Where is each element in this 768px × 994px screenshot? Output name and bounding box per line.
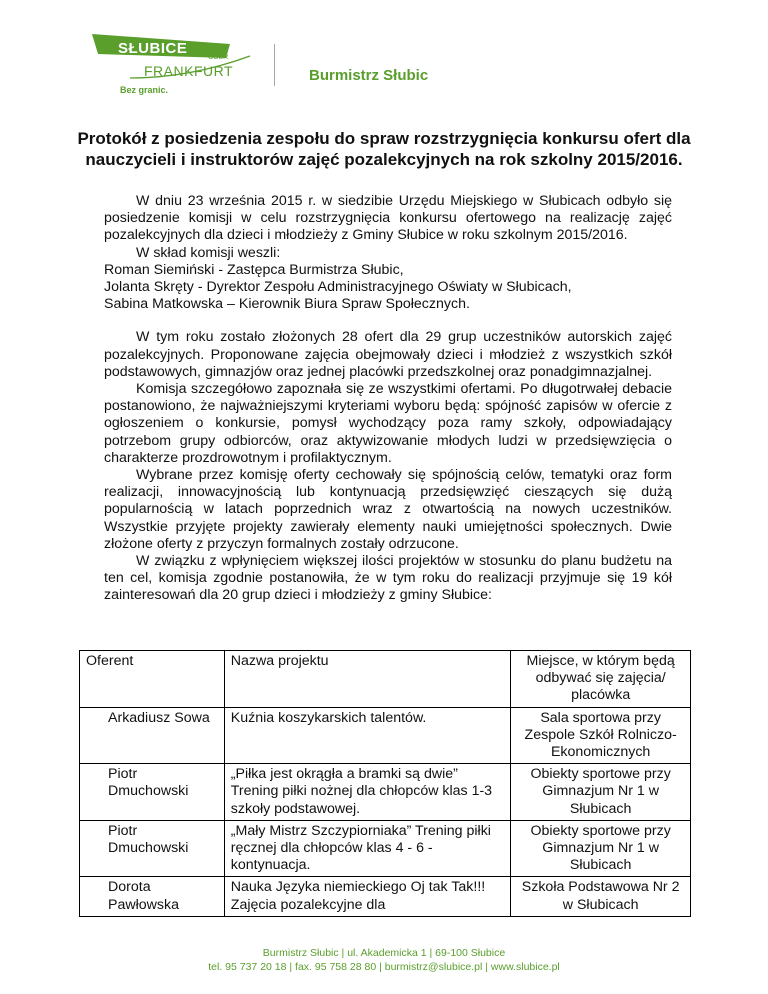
table-row (80, 877, 691, 916)
document-title: Protokół z posiedzenia zespołu do spraw rozstrzygnięcia konkursu ofert dla nauczycieli i instruktorów zajęć pozalekcyjnych na rok szkolny 2015/2016. (77, 129, 691, 169)
body-paragraph: Komisja szczegółowo zapoznała się ze wszystkimi ofertami. Po długotrwałej debacie postanowiono, że najważniejszymi kryteriami wyboru będą: spójność zapisów w ofercie z ogłoszeniem o konkursie, pomysł wychodzący poza ramy szkoły, odpowiadający potrzebom grupy odbiorców, oraz aktywizowanie młodych ludzi w przedsięwzięcia o charakterze prozdrowotnym i profilaktycznym. (104, 381, 672, 466)
projects-table (79, 650, 691, 917)
table-header-row (80, 651, 691, 708)
offerer-cell: Dorota Pawłowska (108, 879, 179, 913)
table-row (80, 820, 691, 877)
offerer-cell: Arkadiusz Sowa (108, 709, 210, 726)
committee-heading: W skład komisji weszli: (136, 244, 281, 261)
body-paragraph: Wybrane przez komisję oferty cechowały się spójnością celów, tematyki oraz form realizacji, innowacyjnością lub kontynuacją przedsięwzięć cieszących się dużą popularnością w latach poprzednich wraz z otwartością na nowych uczestników. Wszystkie przyjęte projekty zawierały elementy nauki umiejętności społecznych. Dwie złożone oferty z przyczyn formalnych zostały odrzucone. (104, 467, 672, 552)
logo-frankfurt-text: FRANKFURT (144, 63, 234, 79)
project-cell: „Piłka jest okrągła a bramki są dwie” Trening piłki nożnej dla chłopców klas 1-3 szkoły podstawowej. (224, 764, 511, 821)
letterhead (0, 0, 768, 110)
offerer-cell: Piotr Dmuchowski (108, 822, 189, 857)
header-cell-location: Miejsce, w którym będą odbywać się zajęcia/ placówka (511, 651, 691, 708)
project-cell: „Mały Mistrz Szczypiorniaka” Trening piłki ręcznej dla chłopców klas 4 - 6 - kontynuacja. (224, 820, 511, 877)
slubice-logo (90, 30, 260, 100)
offerer-cell: Piotr Dmuchowski (108, 766, 189, 800)
location-cell: Szkoła Podstawowa Nr 2 w Słubicach (511, 877, 691, 916)
intro-paragraph: W dniu 23 września 2015 r. w siedzibie Urzędu Miejskiego w Słubicach odbyło się posiedzenie komisji w celu rozstrzygnięcia konkursu ofertowego na realizację zajęć pozalekcyjnych dla dzieci i młodzieży z Gminy Słubice w roku szkolnym 2015/2016. (104, 193, 672, 244)
location-cell: Obiekty sportowe przy Gimnazjum Nr 1 w Słubicach (511, 820, 691, 877)
document-body (104, 193, 672, 605)
header-cell-project: Nazwa projektu (224, 651, 511, 708)
committee-member: Jolanta Skręty - Dyrektor Zespołu Administracyjnego Oświaty w Słubicach, (104, 279, 572, 296)
location-cell: Obiekty sportowe przy Gimnazjum Nr 1 w Słubicach (511, 764, 691, 821)
project-cell: Kuźnia koszykarskich talentów. (224, 707, 511, 764)
logo-main-text: SŁUBICE (118, 40, 188, 57)
location-cell: Sala sportowa przy Zespole Szkół Rolniczo-Ekonomicznych (511, 707, 691, 764)
body-paragraph: W tym roku zostało złożonych 28 ofert dla 29 grup uczestników autorskich zajęć pozalekcyjnych. Proponowane zajęcia obejmowały dzieci i młodzież z wszystkich szkół podstawowych, gimnazjów oraz jednej placówki przedszkolnej oraz ponadgimnazjalnej. (104, 329, 672, 380)
office-name: Burmistrz Słubic (309, 67, 429, 84)
footer-address: Burmistrz Słubic | ul. Akademicka 1 | 69-100 Słubice (262, 947, 506, 959)
committee-member: Sabina Matkowska – Kierownik Biura Spraw Społecznych. (104, 296, 470, 313)
table-row (80, 707, 691, 764)
footer-contact: tel. 95 737 20 18 | fax. 95 758 28 80 | burmistrz@slubice.pl | www.slubice.pl (208, 961, 560, 973)
table-row (80, 764, 691, 821)
logo-tagline: Bez granic. (120, 85, 169, 95)
logo-oder-text: ODER (208, 54, 229, 61)
project-cell: Nauka Języka niemieckiego Oj tak Tak!!! Zajęcia pozalekcyjne dla (224, 877, 511, 916)
committee-member: Roman Siemiński - Zastępca Burmistrza Słubic, (104, 261, 404, 278)
body-paragraph: W związku z wpłynięciem większej ilości projektów w stosunku do planu budżetu na ten cel, komisja zgodnie postanowiła, że w tym roku do realizacji przyjmuje się 19 kół zainteresowań dla 20 grup dzieci i młodzieży z gminy Słubice: (104, 553, 672, 604)
page-footer (0, 946, 768, 974)
header-divider (274, 44, 275, 86)
header-cell-offerer: Oferent (80, 651, 225, 708)
